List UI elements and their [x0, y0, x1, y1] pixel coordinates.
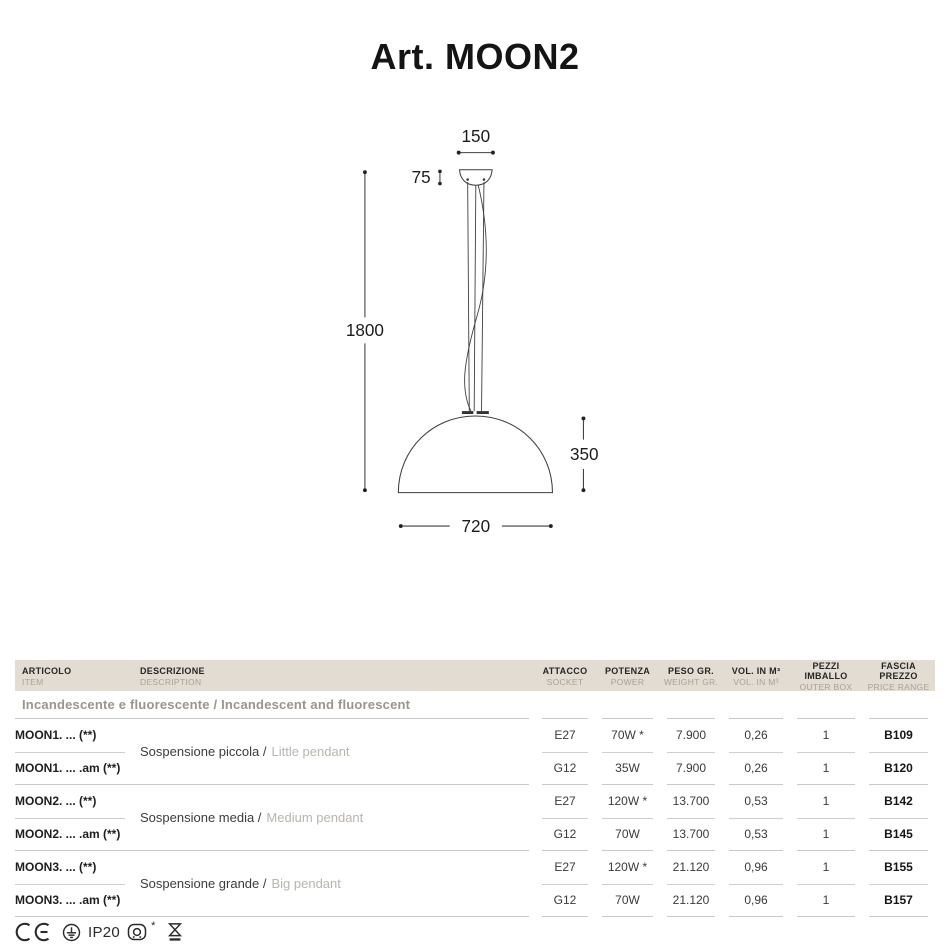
volume-value: 0,26 — [722, 719, 790, 752]
dim-label-shade-height: 350 — [569, 445, 599, 465]
product-group-moon2 — [15, 785, 935, 850]
weight-value: 7.900 — [675, 760, 707, 775]
col-header-volume: VOL. IN M³ VOL. IN M³ — [731, 666, 781, 687]
ce-mark-icon — [15, 922, 55, 942]
item-code: MOON1. ... .am (**) — [15, 760, 121, 775]
ceiling-canopy — [460, 170, 493, 185]
section-header: Incandescente e fluorescente / Incandescent and fluorescent — [22, 697, 411, 712]
col-header-articolo: ARTICOLO ITEM — [22, 666, 72, 687]
volume-value: 0,26 — [744, 760, 768, 775]
outer-box-value: 1 — [790, 719, 862, 752]
col-header-fascia-prezzo: FASCIA PREZZO PRICE RANGE — [867, 661, 930, 692]
weight-value: 7.900 — [660, 719, 722, 752]
spec-table — [15, 660, 935, 917]
price-range-value: B155 — [862, 851, 935, 884]
dome-shade — [398, 416, 552, 493]
outer-box-value: 1 — [790, 785, 862, 818]
weight-value: 13.700 — [672, 826, 710, 841]
separator-line — [15, 916, 935, 917]
outer-box-value: 1 — [822, 760, 830, 775]
item-code: MOON1. ... (**) — [15, 719, 140, 752]
col-header-potenza: POTENZA POWER — [604, 666, 651, 687]
dim-label-canopy-width: 150 — [461, 127, 491, 147]
pendant-lamp-technical-drawing — [0, 120, 950, 650]
suspension-cables — [465, 182, 487, 411]
item-code: MOON3. ... (**) — [15, 851, 140, 884]
asterisk-note: * — [151, 920, 156, 932]
certification-icons — [15, 918, 184, 946]
price-range-value: B157 — [884, 892, 913, 907]
description-cell: Sospensione media / Medium pendant — [140, 810, 364, 825]
table-header-row — [15, 660, 935, 691]
dim-label-suspension-length: 1800 — [345, 321, 384, 341]
earth-ground-class-icon — [62, 923, 81, 942]
page-title: Art. MOON2 — [370, 36, 580, 77]
power-value: 120W * — [595, 785, 660, 818]
dim-label-shade-width: 720 — [461, 516, 491, 536]
power-value: 35W — [615, 760, 640, 775]
ip-rating: IP20 — [88, 923, 121, 941]
product-group-moon3 — [15, 851, 935, 916]
col-header-pezzi-imballo: PEZZI IMBALLO OUTER BOX — [799, 661, 853, 692]
socket-value: E27 — [535, 851, 595, 884]
price-range-value: B109 — [862, 719, 935, 752]
volume-value: 0,53 — [744, 826, 768, 841]
socket-value: G12 — [553, 826, 577, 841]
dim-label-canopy-height: 75 — [411, 167, 431, 187]
item-code: MOON2. ... .am (**) — [15, 826, 121, 841]
price-range-value: B142 — [862, 785, 935, 818]
product-group-moon1 — [15, 719, 935, 784]
price-range-value: B120 — [884, 760, 913, 775]
socket-value: G12 — [553, 760, 577, 775]
item-code: MOON3. ... .am (**) — [15, 892, 121, 907]
description-cell: Sospensione grande / Big pendant — [140, 876, 341, 891]
socket-value: E27 — [535, 785, 595, 818]
power-value: 70W — [615, 892, 640, 907]
socket-value: G12 — [553, 892, 577, 907]
item-code: MOON2. ... (**) — [15, 785, 140, 818]
weight-value: 13.700 — [660, 785, 722, 818]
socket-value: E27 — [535, 719, 595, 752]
col-header-peso: PESO GR. WEIGHT GR. — [663, 666, 719, 687]
crossed-symbol-icon — [166, 921, 184, 943]
col-header-descrizione: DESCRIZIONE DESCRIPTION — [140, 666, 205, 687]
volume-value: 0,96 — [744, 892, 768, 907]
volume-value: 0,53 — [722, 785, 790, 818]
outer-box-value: 1 — [790, 851, 862, 884]
weight-value: 21.120 — [660, 851, 722, 884]
description-cell: Sospensione piccola / Little pendant — [140, 744, 350, 759]
price-range-value: B145 — [884, 826, 913, 841]
power-value: 70W * — [595, 719, 660, 752]
power-value: 120W * — [595, 851, 660, 884]
outer-box-value: 1 — [822, 826, 830, 841]
power-value: 70W — [615, 826, 640, 841]
weight-value: 21.120 — [672, 892, 710, 907]
volume-value: 0,96 — [722, 851, 790, 884]
outer-box-value: 1 — [822, 892, 830, 907]
luminaire-symbol-icon — [127, 922, 147, 942]
col-header-attacco: ATTACCO SOCKET — [542, 666, 588, 687]
